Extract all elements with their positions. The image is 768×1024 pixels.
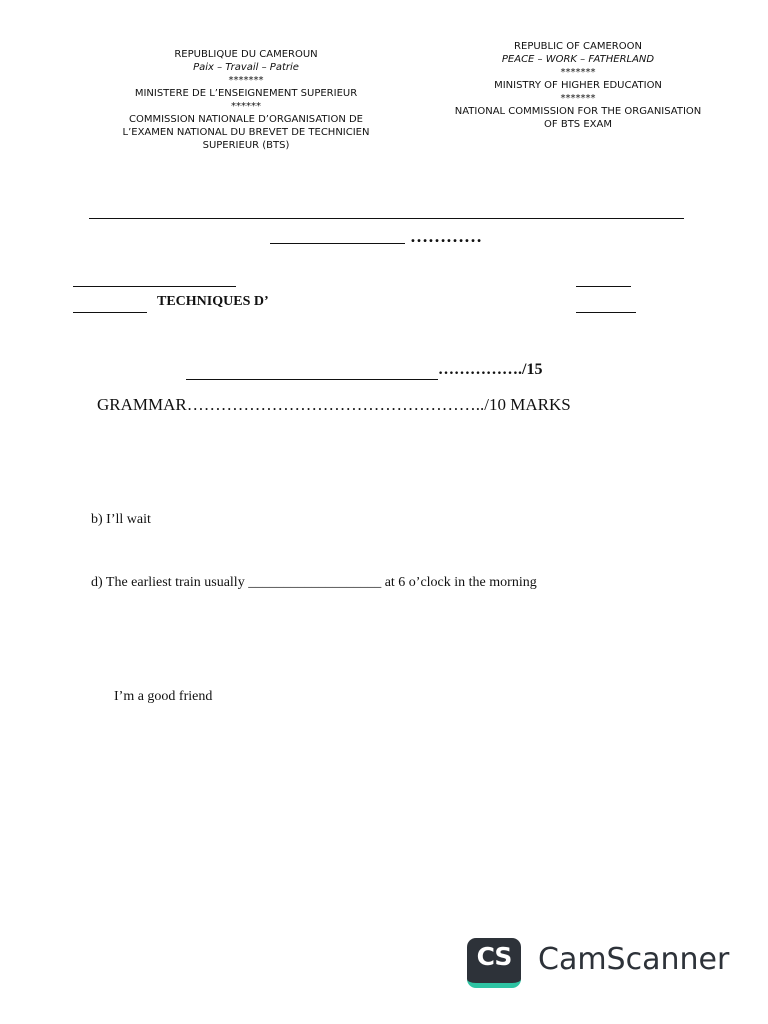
- sentence-friend: I’m a good friend: [114, 689, 213, 704]
- camscanner-logo: [467, 938, 521, 988]
- subject-label: TECHNIQUES D’: [157, 294, 269, 309]
- commission-en-line1: NATIONAL COMMISSION FOR THE ORGANISATION: [454, 106, 702, 117]
- camscanner-brand: CamScanner: [538, 942, 730, 977]
- field-blank-right: [576, 312, 636, 313]
- separator-stars: ******: [231, 101, 261, 112]
- motto-en: PEACE – WORK – FATHERLAND: [501, 54, 655, 65]
- title-rule: [89, 218, 684, 219]
- commission-fr-line3: SUPERIEUR (BTS): [202, 140, 290, 151]
- header-french: [96, 48, 396, 152]
- section-score: ……………./15: [438, 361, 543, 378]
- separator-stars: *******: [560, 67, 596, 78]
- motto-fr: Paix – Travail – Patrie: [193, 62, 299, 73]
- question-b: b) I’ll wait: [91, 512, 151, 527]
- republic-fr: REPUBLIQUE DU CAMEROUN: [174, 49, 318, 60]
- separator-stars: *******: [560, 93, 596, 104]
- field-blank-left: [73, 312, 147, 313]
- ministry-en: MINISTRY OF HIGHER EDUCATION: [494, 80, 662, 91]
- session-dots: …………: [410, 226, 482, 246]
- field-blank-left-top: [73, 286, 236, 287]
- field-blank-right-top: [576, 286, 631, 287]
- republic-en: REPUBLIC OF CAMEROON: [514, 41, 642, 52]
- commission-en-line2: OF BTS EXAM: [544, 119, 612, 130]
- commission-fr-line2: L’EXAMEN NATIONAL DU BREVET DE TECHNICIEN: [122, 127, 370, 138]
- camscanner-logo-text: CS: [476, 942, 512, 971]
- question-d: d) The earliest train usually ___________________ at 6 o’clock in the morning: [91, 575, 537, 590]
- grammar-heading: GRAMMAR……………………………………………../10 MARKS: [97, 395, 571, 414]
- separator-stars: *******: [228, 75, 264, 86]
- header-english: [428, 40, 728, 131]
- session-blank: [270, 243, 405, 244]
- commission-fr-line1: COMMISSION NATIONALE D’ORGANISATION DE: [128, 114, 364, 125]
- ministry-fr: MINISTERE DE L’ENSEIGNEMENT SUPERIEUR: [134, 88, 358, 99]
- section-title-blank: [186, 379, 438, 380]
